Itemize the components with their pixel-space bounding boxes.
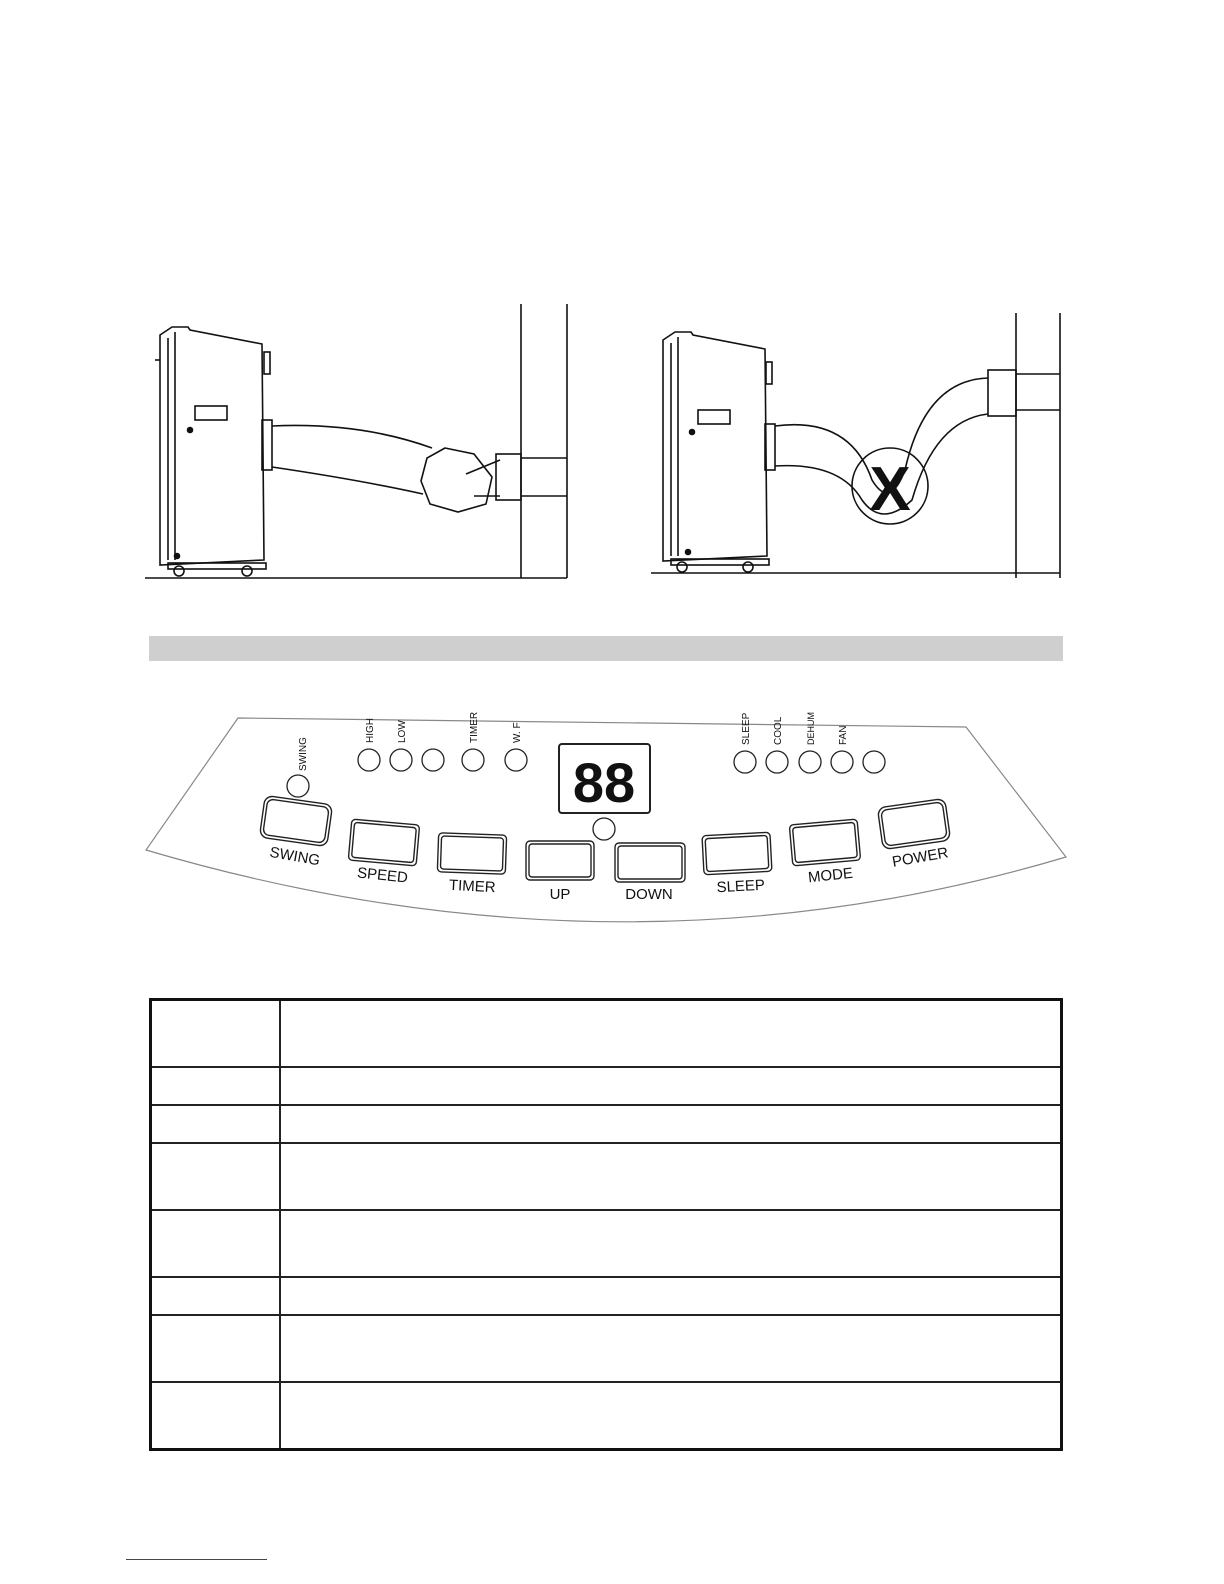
indicator-label-fan: FAN xyxy=(838,725,849,745)
lcd-digits: 88 xyxy=(572,751,636,814)
indicator-light-wf xyxy=(505,749,527,771)
lcd-sensor-indicator xyxy=(593,818,615,840)
table-cell-key xyxy=(151,1382,281,1450)
indicator-light-high xyxy=(358,749,380,771)
indicator-light-extra xyxy=(863,751,885,773)
indicator-label-cool: COOL xyxy=(773,716,784,745)
table-cell-description xyxy=(280,1000,1062,1067)
table-cell-description xyxy=(280,1382,1062,1450)
power-button-label: POWER xyxy=(890,844,950,871)
up-button-label: UP xyxy=(549,886,571,903)
indicator-light-cool xyxy=(766,751,788,773)
table-row xyxy=(151,1315,1062,1382)
indicator-label-dehum: DEHUM xyxy=(806,712,816,745)
table-cell-description xyxy=(280,1143,1062,1210)
indicator-label-sleep: SLEEP xyxy=(741,712,752,745)
sleep-button[interactable] xyxy=(702,832,772,875)
indicator-light-dehum xyxy=(799,751,821,773)
swing-button[interactable] xyxy=(259,795,332,846)
down-button[interactable] xyxy=(615,843,685,882)
table-cell-description xyxy=(280,1315,1062,1382)
indicator-label-timer: TIMER xyxy=(469,711,480,743)
speed-button-label: SPEED xyxy=(356,864,409,887)
table-row xyxy=(151,1000,1062,1067)
table-cell-key xyxy=(151,1210,281,1277)
table-cell-key xyxy=(151,1067,281,1105)
indicator-light-sleep xyxy=(734,751,756,773)
table-cell-key xyxy=(151,1000,281,1067)
power-button[interactable] xyxy=(877,798,950,849)
indicator-label-swing: SWING xyxy=(298,737,309,771)
mode-button[interactable] xyxy=(789,819,860,866)
mode-button-label: MODE xyxy=(807,864,854,887)
table-cell-description xyxy=(280,1277,1062,1315)
indicator-light-timer xyxy=(462,749,484,771)
indicator-light-blank xyxy=(422,749,444,771)
table-cell-key xyxy=(151,1105,281,1143)
table-row xyxy=(151,1277,1062,1315)
function-table xyxy=(149,998,1063,1451)
table-cell-description xyxy=(280,1067,1062,1105)
table-cell-key xyxy=(151,1277,281,1315)
table-cell-key xyxy=(151,1143,281,1210)
control-panel-outline xyxy=(146,718,1066,922)
timer-button[interactable] xyxy=(437,833,506,874)
indicator-light-low xyxy=(390,749,412,771)
down-button-label: DOWN xyxy=(625,886,673,903)
indicator-light-fan xyxy=(831,751,853,773)
incorrect-x-mark: X xyxy=(869,455,911,524)
table-cell-description xyxy=(280,1210,1062,1277)
indicator-light-swing xyxy=(287,775,309,797)
indicator-label-wf: W. F xyxy=(512,722,523,743)
sleep-button-label: SLEEP xyxy=(716,876,766,897)
table-cell-key xyxy=(151,1315,281,1382)
speed-button[interactable] xyxy=(348,819,419,866)
swing-button-label: SWING xyxy=(268,843,322,870)
table-row xyxy=(151,1143,1062,1210)
footer-link-underline[interactable] xyxy=(126,1559,267,1560)
indicator-label-low: LOW xyxy=(397,720,408,743)
table-cell-description xyxy=(280,1105,1062,1143)
timer-button-label: TIMER xyxy=(448,876,496,897)
up-button[interactable] xyxy=(526,841,594,880)
indicator-label-high: HIGH xyxy=(365,718,376,743)
table-row xyxy=(151,1067,1062,1105)
table-row xyxy=(151,1210,1062,1277)
table-row xyxy=(151,1105,1062,1143)
table-row xyxy=(151,1382,1062,1450)
